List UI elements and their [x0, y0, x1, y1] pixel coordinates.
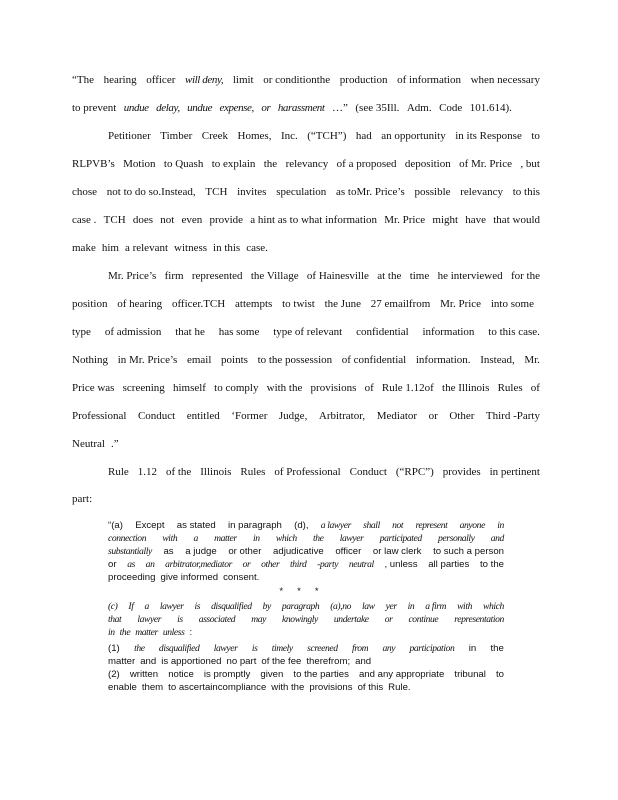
text-line: Rule 1.12 of the Illinois Rules of Professional Conduct (“RPC”) provides in pertinent — [108, 466, 540, 478]
section-break: * * * — [279, 586, 333, 597]
text-line: part: — [72, 493, 93, 505]
quote-line: or as an arbitrator,mediator or other third -party neutral , unless all parties to the — [108, 559, 504, 570]
quote-line: that lawyer is associated may knowingly undertake or continue representation — [108, 614, 504, 625]
quote-line: connection with a matter in which the lawyer participated personally and — [108, 533, 504, 544]
quote-line: (c) If a lawyer is disqualified by paragraph (a),no law yer in a firm with which — [108, 601, 504, 612]
text-line: Mr. Price’s firm represented the Village of Hainesville at the time he interviewed for the — [108, 270, 540, 282]
text-line: position of hearing officer.TCH attempts to twist the June 27 emailfrom Mr. Price into some — [72, 298, 534, 310]
quote-line: in the matter unless : — [108, 627, 193, 638]
text-line: “The hearing officer will deny, limit or conditionthe production of information when necessary — [72, 74, 540, 86]
text-line: make him a relevant witness in this case. — [72, 242, 268, 254]
text-line: to prevent undue delay, undue expense, or harassment …” (see 35Ill. Adm. Code 101.614). — [72, 102, 512, 114]
quote-line: “(a) Except as stated in paragraph (d), a lawyer shall not represent anyone in — [108, 520, 504, 531]
text-line: Petitioner Timber Creek Homes, Inc. (“TCH”) had an opportunity in its Response to — [108, 130, 540, 142]
text-line: Price was screening himself to comply with the provisions of Rule 1.12of the Illinois Rules of — [72, 382, 540, 394]
quote-line: substantially as a judge or other adjudicative officer or law clerk to such a person — [108, 546, 504, 557]
quote-line: (2) written notice is promptly given to the parties and any appropriate tribunal to — [108, 669, 504, 680]
text-line: chose not to do so.Instead, TCH invites speculation as toMr. Price’s possible relevancy to this — [72, 186, 540, 198]
text-line: case . TCH does not even provide a hint as to what information Mr. Price might have that would — [72, 214, 540, 226]
text-line: Neutral .” — [72, 438, 119, 450]
text-line: Nothing in Mr. Price’s email points to the possession of confidential information. Instead, Mr. — [72, 354, 540, 366]
quote-line: matter and is apportioned no part of the fee therefrom; and — [108, 656, 372, 667]
text-line: type of admission that he has some type of relevant confidential information to this case. — [72, 326, 540, 338]
text-line: RLPVB’s Motion to Quash to explain the relevancy of a proposed deposition of Mr. Price , but — [72, 158, 540, 170]
text-line: Professional Conduct entitled ‘Former Judge, Arbitrator, Mediator or Other Third -Party — [72, 410, 540, 422]
quote-line: enable them to ascertaincompliance with the provisions of this Rule. — [108, 682, 411, 693]
quote-line: proceeding give informed consent. — [108, 572, 260, 583]
quote-line: (1) the disqualified lawyer is timely screened from any participation in the — [108, 643, 504, 654]
